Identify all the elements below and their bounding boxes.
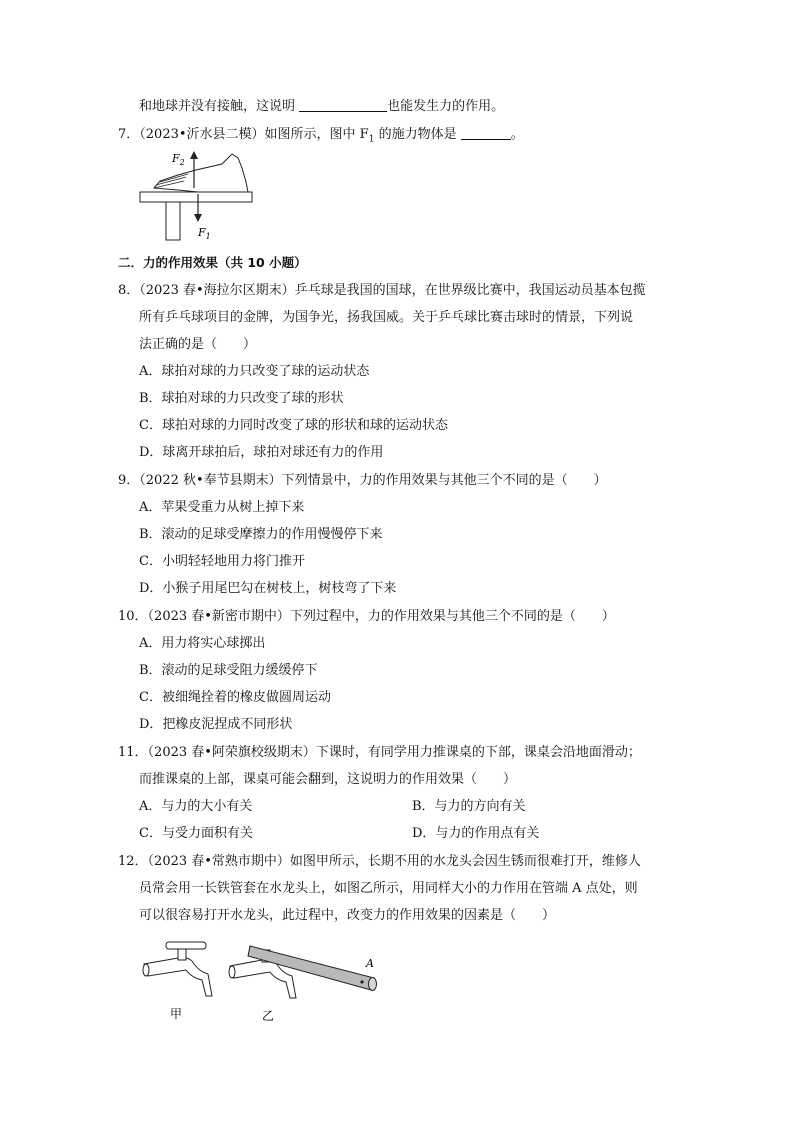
q11-option-c[interactable]: C．与受力面积有关 <box>139 826 253 841</box>
f1-label: $F_1$ <box>198 226 211 241</box>
q8-option-d[interactable]: D．球离开球拍后，球拍对球还有力的作用 <box>139 445 384 460</box>
f2-arrow-head <box>190 151 198 159</box>
point-a-label: A <box>366 957 374 970</box>
q8-option-b[interactable]: B．球拍对球的力只改变了球的形状 <box>139 391 344 406</box>
q11-option-b[interactable]: B．与力的方向有关 <box>412 799 526 814</box>
q12-figure-faucets <box>138 934 388 1024</box>
q7-text-after: 的施力物体是 <box>374 127 461 142</box>
q11-line-2: 而推课桌的上部，课桌可能会翻到，这说明力的作用效果（ ） <box>139 772 517 787</box>
f2-label: $F_2$ <box>172 152 185 167</box>
q7-source: （2023•沂水县二模） <box>139 127 265 142</box>
label-jia: 甲 <box>170 1007 183 1021</box>
f1-arrow-head <box>194 214 202 222</box>
table-top-shape <box>140 192 252 202</box>
q7-figure-hand-table <box>138 148 258 244</box>
q8-line-3: 法正确的是（ ） <box>139 337 257 352</box>
q9-option-a[interactable]: A．苹果受重力从树上掉下来 <box>139 500 305 515</box>
q10-option-b[interactable]: B．滚动的足球受阻力缓缓停下 <box>139 663 318 678</box>
q6-answer-blank[interactable] <box>299 97 387 112</box>
q10-line-1: 10．（2023 春•新密市期中）下列过程中，力的作用效果与其他三个不同的是（ ） <box>118 609 615 624</box>
q7-number: 7． <box>118 127 140 142</box>
q12-line-1: 12．（2023 春•常熟市期中）如图甲所示，长期不用的水龙头会因生锈而很难打开，维修人 <box>118 854 641 869</box>
q7-text-before: 如图所示，图中 F <box>264 127 369 142</box>
q7-stem <box>118 125 524 149</box>
q10-option-c[interactable]: C．被细绳拴着的橡皮做圆周运动 <box>139 690 331 705</box>
q7-period: 。 <box>510 127 524 142</box>
q8-line-1: 8．（2023 春•海拉尔区期末）乒乓球是我国的国球，在世界级比赛中，我国运动员基本包揽 <box>118 283 646 298</box>
q8-line-2: 所有乒乓球项目的金牌，为国争光，扬我国威。关于乒乓球比赛击球时的情景，下列说 <box>139 310 634 325</box>
q7-subscript: 1 <box>368 134 375 145</box>
q12-line-2: 员常会用一长铁管套在水龙头上，如图乙所示，用同样大小的力作用在管端 A 点处，则 <box>139 881 638 896</box>
label-yi: 乙 <box>262 1009 275 1023</box>
q10-option-d[interactable]: D．把橡皮泥捏成不同形状 <box>139 717 293 732</box>
q6-tail-line <box>139 97 504 116</box>
q11-option-a[interactable]: A．与力的大小有关 <box>139 799 253 814</box>
q8-option-c[interactable]: C．球拍对球的力同时改变了球的形状和球的运动状态 <box>139 418 448 433</box>
q7-answer-blank[interactable] <box>461 125 511 140</box>
section-heading: 二．力的作用效果（共 10 小题） <box>118 255 307 270</box>
q9-option-c[interactable]: C．小明轻轻地用力将门推开 <box>139 554 305 569</box>
q10-option-a[interactable]: A．用力将实心球掷出 <box>139 636 266 651</box>
table-leg-shape <box>166 202 180 240</box>
q11-option-d[interactable]: D．与力的作用点有关 <box>412 826 540 841</box>
q8-option-a[interactable]: A．球拍对球的力只改变了球的运动状态 <box>139 364 370 379</box>
q9-line-1: 9．（2022 秋•奉节县期末）下列情景中，力的作用效果与其他三个不同的是（ ） <box>118 473 607 488</box>
q9-option-b[interactable]: B．滚动的足球受摩擦力的作用慢慢停下来 <box>139 527 383 542</box>
hand-shape <box>154 154 248 192</box>
q6-tail-after: 也能发生力的作用。 <box>387 99 505 114</box>
q9-option-d[interactable]: D．小猴子用尾巴勾在树枝上，树枝弯了下来 <box>139 581 397 596</box>
q6-tail-before: 和地球并没有接触，这说明 <box>139 99 300 114</box>
q12-line-3: 可以很容易打开水龙头，此过程中，改变力的作用效果的因素是（ ） <box>139 908 556 923</box>
q11-line-1: 11．（2023 春•阿荣旗校级期末）下课时，有同学用力推课桌的下部，课桌会沿地面滑动； <box>118 745 641 760</box>
faucet-jia-shape <box>143 942 212 996</box>
